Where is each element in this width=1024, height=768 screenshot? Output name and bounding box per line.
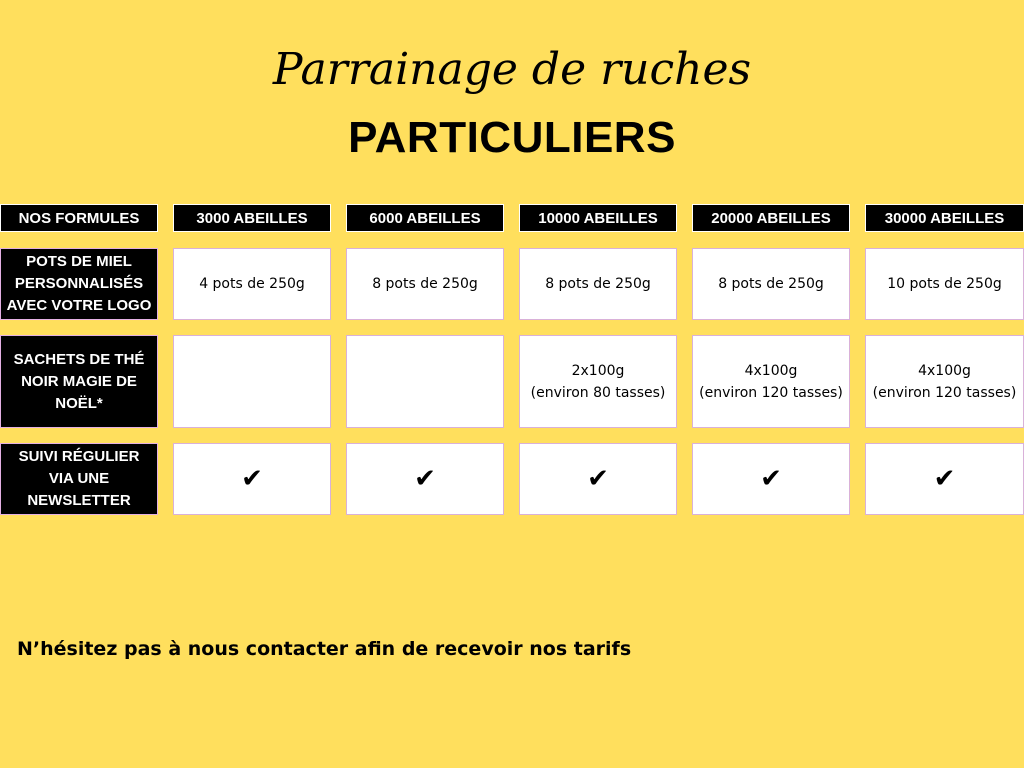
table-cell [173, 335, 331, 428]
header-10000-abeilles: 10000 ABEILLES [519, 204, 677, 232]
header-nos-formules: NOS FORMULES [0, 204, 158, 232]
page-subtitle-script: Parrainage de ruches [272, 44, 752, 95]
table-cell [519, 335, 677, 428]
cell-text: 4x100g [918, 362, 971, 379]
cell-subtext: (environ 120 tasses) [872, 384, 1017, 401]
table-cell [865, 443, 1024, 515]
cell-subtext: (environ 80 tasses) [530, 384, 666, 401]
row-label-pots-de-miel: POTS DE MIEL PERSONNALISÉS AVEC VOTRE LOGO [0, 248, 158, 320]
table-cell [519, 248, 677, 320]
header-6000-abeilles: 6000 ABEILLES [346, 204, 504, 232]
cell-text: 10 pots de 250g [887, 276, 1002, 292]
row-label-sachets-de-the: SACHETS DE THÉ NOIR MAGIE DE NOËL* [0, 335, 158, 428]
table-cell [692, 335, 850, 428]
table-cell [173, 248, 331, 320]
checkmark-icon: ✔ [587, 464, 609, 494]
cell-text: 8 pots de 250g [372, 276, 478, 292]
table-cell [173, 443, 331, 515]
row-label-suivi-newsletter: SUIVI RÉGULIER VIA UNE NEWSLETTER [0, 443, 158, 515]
table-cell [346, 443, 504, 515]
header-20000-abeilles: 20000 ABEILLES [692, 204, 850, 232]
header-3000-abeilles: 3000 ABEILLES [173, 204, 331, 232]
cell-text: 8 pots de 250g [718, 276, 824, 292]
checkmark-icon: ✔ [241, 464, 263, 494]
table-cell [865, 248, 1024, 320]
table-cell [692, 248, 850, 320]
table-cell [865, 335, 1024, 428]
page-title: PARTICULIERS [348, 113, 676, 162]
table-cell [519, 443, 677, 515]
header-30000-abeilles: 30000 ABEILLES [865, 204, 1024, 232]
checkmark-icon: ✔ [414, 464, 436, 494]
cell-subtext: (environ 120 tasses) [699, 384, 843, 401]
cell-text: 4 pots de 250g [199, 276, 305, 292]
checkmark-icon: ✔ [933, 464, 956, 494]
checkmark-icon: ✔ [760, 464, 782, 494]
cell-text: 2x100g [571, 362, 625, 379]
cell-text: 8 pots de 250g [545, 276, 651, 292]
cell-text: 4x100g [744, 362, 798, 379]
contact-note: N’hésitez pas à nous contacter afin de recevoir nos tarifs [17, 638, 632, 660]
table-cell [692, 443, 850, 515]
table-cell [346, 335, 504, 428]
table-cell [346, 248, 504, 320]
